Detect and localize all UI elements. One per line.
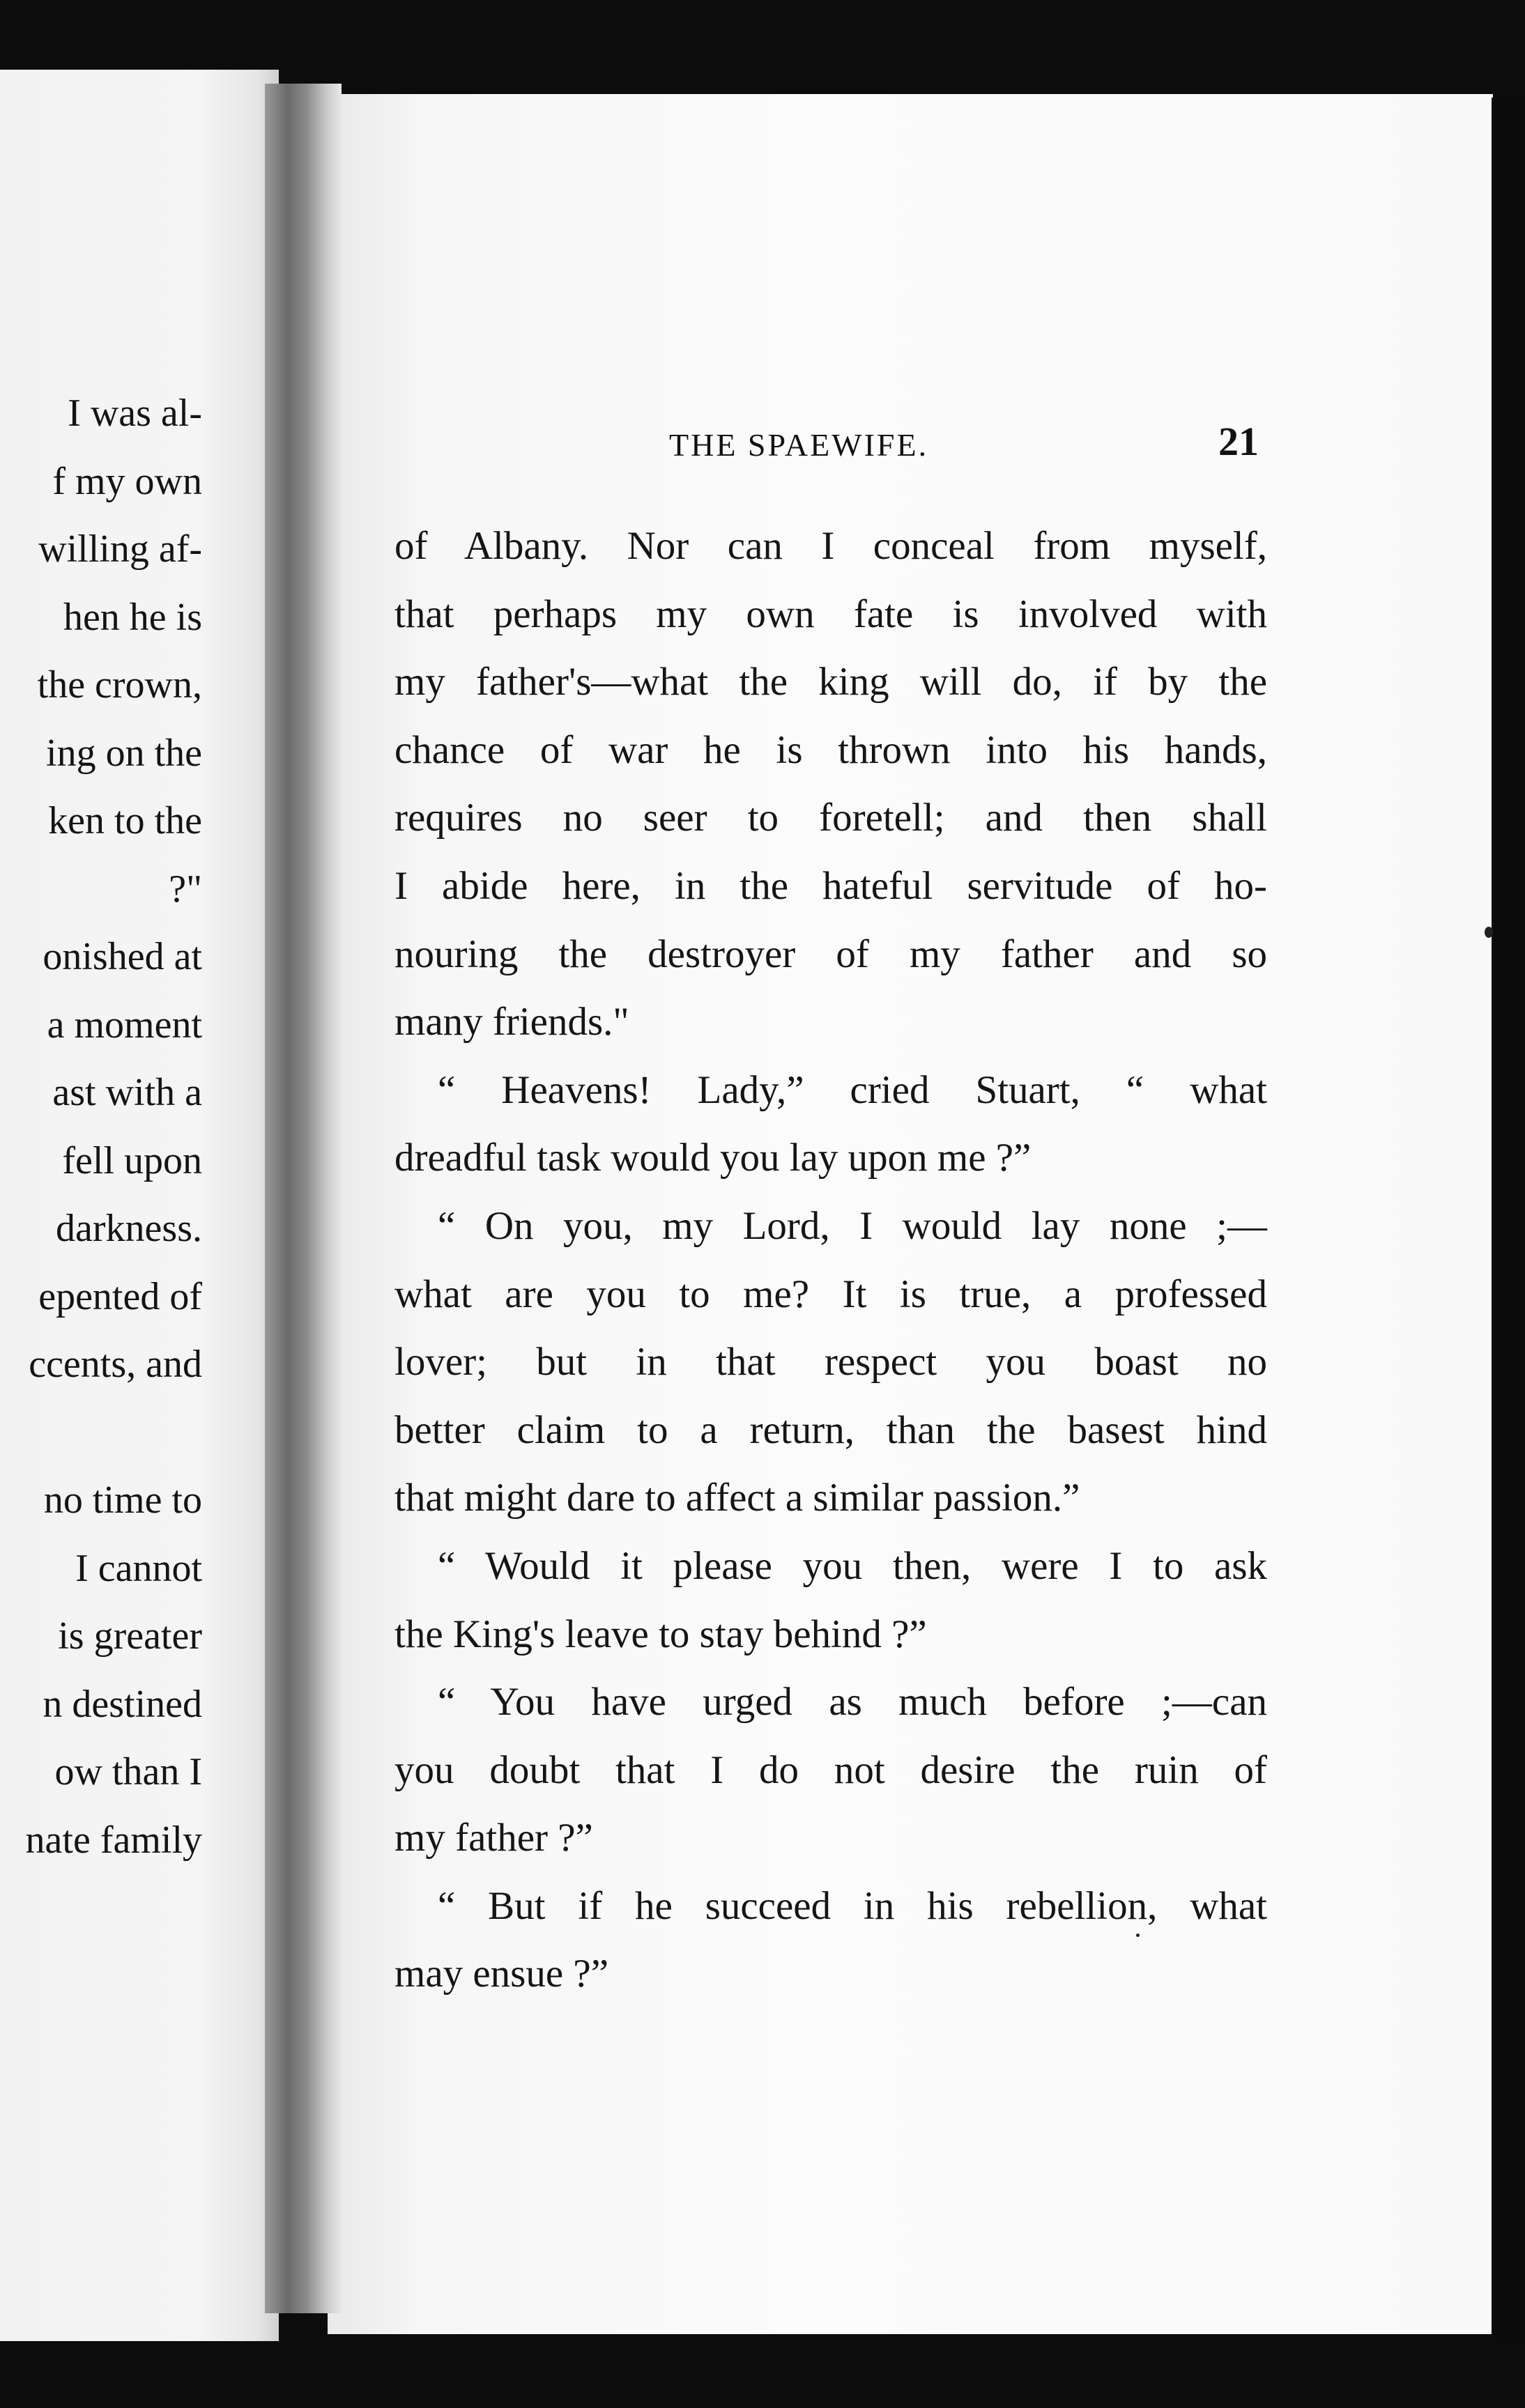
left-line: I cannot (75, 1546, 202, 1590)
text-line: of Albany. Nor can I conceal from myself, (394, 524, 1267, 568)
text-line: nouring the destroyer of my father and so (394, 932, 1267, 976)
left-line: darkness. (56, 1207, 202, 1250)
text-line: you doubt that I do not desire the ruin of (394, 1747, 1267, 1792)
left-page-text (0, 380, 202, 1874)
text-line: the King's leave to stay behind ?” (394, 1612, 927, 1656)
text-line: requires no seer to foretell; and then shall (394, 796, 1267, 840)
running-title: THE SPAEWIFE. (669, 427, 929, 463)
text-line: what are you to me? It is true, a professed (394, 1272, 1267, 1316)
text-line: may ensue ?” (394, 1952, 609, 1996)
left-line: ow than I (54, 1750, 202, 1793)
left-line: nate family (25, 1818, 202, 1862)
left-line: onished at (43, 935, 202, 978)
text-line: chance of war he is thrown into his hands, (394, 727, 1267, 772)
book-gutter-shadow (265, 84, 342, 2313)
text-line: dreadful task would you lay upon me ?” (394, 1136, 1032, 1180)
left-line: n destined (43, 1682, 202, 1726)
left-line: the crown, (37, 663, 202, 707)
left-line: ccents, and (29, 1343, 202, 1386)
text-line: that perhaps my own fate is involved with (394, 592, 1267, 636)
left-line: fell upon (62, 1139, 202, 1182)
scan-edge (1492, 98, 1525, 2338)
left-line: I was al- (68, 392, 202, 435)
text-line: that might dare to affect a similar passion.” (394, 1476, 1080, 1520)
text-line: many friends." (394, 1000, 629, 1044)
left-line: ?" (169, 867, 202, 911)
left-line: epented of (38, 1274, 202, 1318)
text-line: “ You have urged as much before ;—can (438, 1680, 1267, 1724)
text-line: “ Heavens! Lady,” cried Stuart, “ what (438, 1067, 1267, 1112)
text-line: my father's—what the king will do, if by the (394, 660, 1267, 704)
text-line: “ On you, my Lord, I would lay none ;— (438, 1203, 1267, 1248)
left-line: hen he is (63, 595, 202, 639)
left-line: willing af- (38, 527, 202, 571)
left-line: ing on the (46, 731, 202, 775)
left-line: f my own (52, 459, 202, 503)
body-text (394, 512, 1267, 2008)
left-line (0, 1399, 202, 1467)
left-line: no time to (43, 1479, 202, 1522)
text-line: “ Would it please you then, were I to ask (438, 1543, 1267, 1588)
left-line: a moment (47, 1003, 202, 1047)
text-line: lover; but in that respect you boast no (394, 1340, 1267, 1384)
left-line: is greater (58, 1614, 202, 1658)
text-line: I abide here, in the hateful servitude of ho- (394, 863, 1267, 908)
text-line: my father ?” (394, 1816, 593, 1860)
left-line: ken to the (48, 799, 202, 842)
left-line: ast with a (52, 1071, 202, 1114)
text-line: better claim to a return, than the basest hind (394, 1407, 1267, 1452)
text-line: “ But if he succeed in his rebellion, what (438, 1883, 1267, 1928)
scan-speck (1136, 1934, 1140, 1937)
page-number: 21 (1218, 419, 1259, 464)
scan-speck (1485, 927, 1493, 938)
